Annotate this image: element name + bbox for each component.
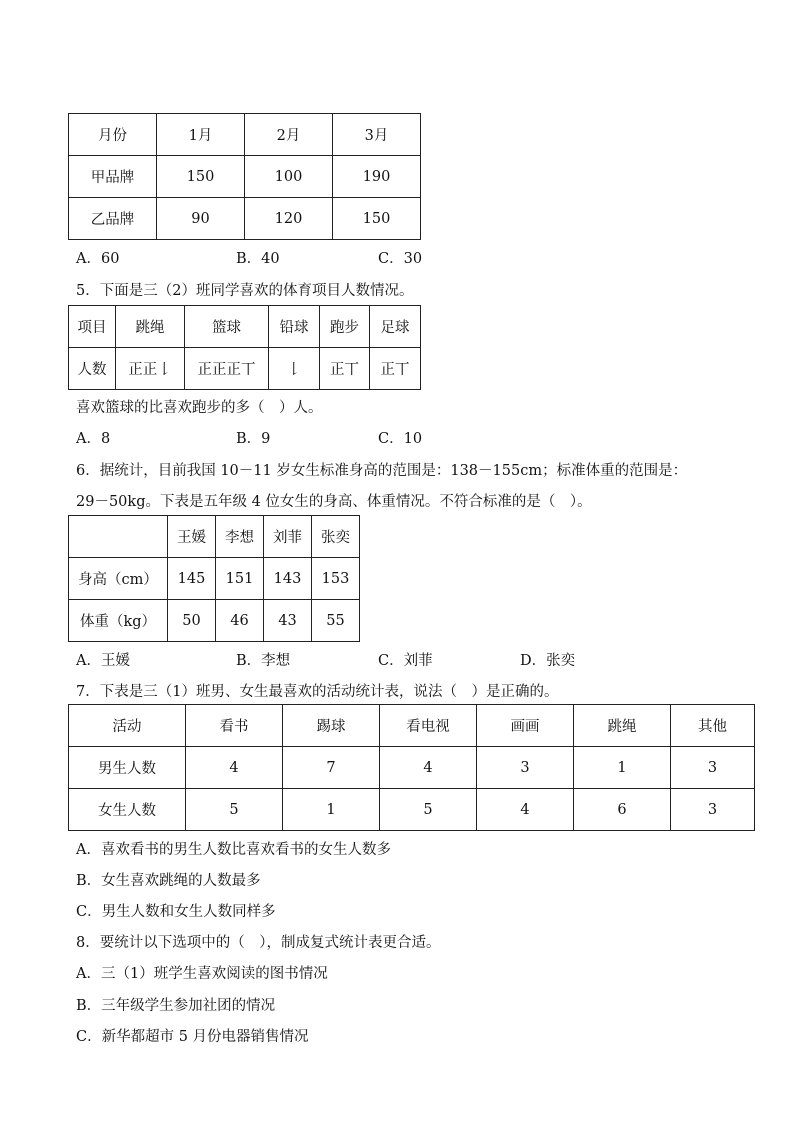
option-a[interactable]: A．60 bbox=[76, 251, 120, 267]
option-b[interactable]: B．9 bbox=[236, 431, 271, 447]
q8-option-c[interactable]: C．新华都超市 5 月份电器销售情况 bbox=[76, 1029, 309, 1045]
table-cell: 月份 bbox=[69, 114, 157, 156]
table-cell: 4 bbox=[477, 789, 574, 831]
option-d[interactable]: D．张奕 bbox=[520, 653, 576, 669]
table-cell: 铅球 bbox=[269, 306, 320, 348]
tally-cell: 正正𠄌 bbox=[116, 348, 185, 390]
table-cell: 甲品牌 bbox=[69, 156, 157, 198]
table-cell: 100 bbox=[245, 156, 333, 198]
q7-option-a[interactable]: A．喜欢看书的男生人数比喜欢看书的女生人数多 bbox=[76, 842, 391, 858]
table-cell: 120 bbox=[245, 198, 333, 240]
option-b[interactable]: B．李想 bbox=[236, 653, 291, 669]
table-cell: 女生人数 bbox=[69, 789, 186, 831]
table-row bbox=[69, 705, 755, 747]
table-row bbox=[69, 156, 421, 198]
q7-option-c[interactable]: C．男生人数和女生人数同样多 bbox=[76, 904, 276, 920]
table-cell: 143 bbox=[264, 558, 312, 600]
sports-tally-table bbox=[68, 305, 421, 390]
table-row bbox=[69, 789, 755, 831]
tally-cell: 正丅 bbox=[320, 348, 370, 390]
table-cell: 活动 bbox=[69, 705, 186, 747]
table-cell: 刘菲 bbox=[264, 516, 312, 558]
table-cell: 2月 bbox=[245, 114, 333, 156]
table-row bbox=[69, 558, 360, 600]
table-cell: 5 bbox=[186, 789, 283, 831]
table-cell: 150 bbox=[333, 198, 421, 240]
table-row bbox=[69, 348, 421, 390]
q6-stem-line1: 6．据统计，目前我国 10－11 岁女生标准身高的范围是：138－155cm；标准体重的范围是： bbox=[76, 463, 688, 479]
table-cell: 4 bbox=[186, 747, 283, 789]
q8-option-a[interactable]: A．三（1）班学生喜欢阅读的图书情况 bbox=[76, 966, 328, 982]
table-cell: 43 bbox=[264, 600, 312, 642]
table-cell: 3 bbox=[671, 747, 755, 789]
table-cell: 5 bbox=[380, 789, 477, 831]
table-cell: 其他 bbox=[671, 705, 755, 747]
table-row bbox=[69, 600, 360, 642]
q5-stem: 5．下面是三（2）班同学喜欢的体育项目人数情况。 bbox=[76, 283, 414, 299]
option-c[interactable]: C．30 bbox=[378, 251, 423, 267]
table-cell: 体重（kg） bbox=[69, 600, 168, 642]
table-cell: 46 bbox=[216, 600, 264, 642]
table-cell: 55 bbox=[312, 600, 360, 642]
table-cell: 画画 bbox=[477, 705, 574, 747]
table-cell: 153 bbox=[312, 558, 360, 600]
table-cell: 王媛 bbox=[168, 516, 216, 558]
table-cell: 7 bbox=[283, 747, 380, 789]
tally-cell: 𠄌 bbox=[269, 348, 320, 390]
table-cell: 150 bbox=[157, 156, 245, 198]
table-cell: 跑步 bbox=[320, 306, 370, 348]
table-cell: 151 bbox=[216, 558, 264, 600]
q6-stem-line2: 29－50kg。下表是五年级 4 位女生的身高、体重情况。不符合标准的是（ ）。 bbox=[76, 494, 592, 510]
q8-stem: 8．要统计以下选项中的（ ），制成复式统计表更合适。 bbox=[76, 935, 441, 951]
tally-cell: 正丅 bbox=[370, 348, 421, 390]
table-row bbox=[69, 306, 421, 348]
table-cell: 张奕 bbox=[312, 516, 360, 558]
table-cell: 1月 bbox=[157, 114, 245, 156]
table-cell: 踢球 bbox=[283, 705, 380, 747]
table-cell: 3 bbox=[477, 747, 574, 789]
table-row bbox=[69, 516, 360, 558]
q8-option-b[interactable]: B．三年级学生参加社团的情况 bbox=[76, 998, 276, 1014]
table-cell: 4 bbox=[380, 747, 477, 789]
tally-cell: 正正正丅 bbox=[185, 348, 269, 390]
table-row bbox=[69, 747, 755, 789]
table-cell: 看书 bbox=[186, 705, 283, 747]
table-cell: 190 bbox=[333, 156, 421, 198]
height-weight-table bbox=[68, 515, 360, 642]
table-cell: 李想 bbox=[216, 516, 264, 558]
option-a[interactable]: A．8 bbox=[76, 431, 111, 447]
q7-stem: 7．下表是三（1）班男、女生最喜欢的活动统计表，说法（ ）是正确的。 bbox=[76, 684, 559, 700]
table-cell: 1 bbox=[283, 789, 380, 831]
table-cell: 足球 bbox=[370, 306, 421, 348]
table-cell: 跳绳 bbox=[574, 705, 671, 747]
table-cell: 90 bbox=[157, 198, 245, 240]
option-c[interactable]: C．10 bbox=[378, 431, 423, 447]
option-c[interactable]: C．刘菲 bbox=[378, 653, 433, 669]
table-cell: 乙品牌 bbox=[69, 198, 157, 240]
table-cell: 145 bbox=[168, 558, 216, 600]
table-cell: 项目 bbox=[69, 306, 116, 348]
q5-question: 喜欢篮球的比喜欢跑步的多（ ）人。 bbox=[76, 400, 323, 416]
table-cell: 身高（cm） bbox=[69, 558, 168, 600]
option-b[interactable]: B．40 bbox=[236, 251, 280, 267]
activity-stats-table bbox=[68, 704, 755, 831]
q7-option-b[interactable]: B．女生喜欢跳绳的人数最多 bbox=[76, 873, 261, 889]
option-a[interactable]: A．王媛 bbox=[76, 653, 130, 669]
table-cell bbox=[69, 516, 168, 558]
table-cell: 篮球 bbox=[185, 306, 269, 348]
table-cell: 看电视 bbox=[380, 705, 477, 747]
table-cell: 6 bbox=[574, 789, 671, 831]
table-cell: 50 bbox=[168, 600, 216, 642]
monthly-sales-table bbox=[68, 113, 421, 240]
table-cell: 人数 bbox=[69, 348, 116, 390]
table-row bbox=[69, 198, 421, 240]
table-cell: 3 bbox=[671, 789, 755, 831]
table-row bbox=[69, 114, 421, 156]
table-cell: 跳绳 bbox=[116, 306, 185, 348]
table-cell: 3月 bbox=[333, 114, 421, 156]
table-cell: 男生人数 bbox=[69, 747, 186, 789]
table-cell: 1 bbox=[574, 747, 671, 789]
